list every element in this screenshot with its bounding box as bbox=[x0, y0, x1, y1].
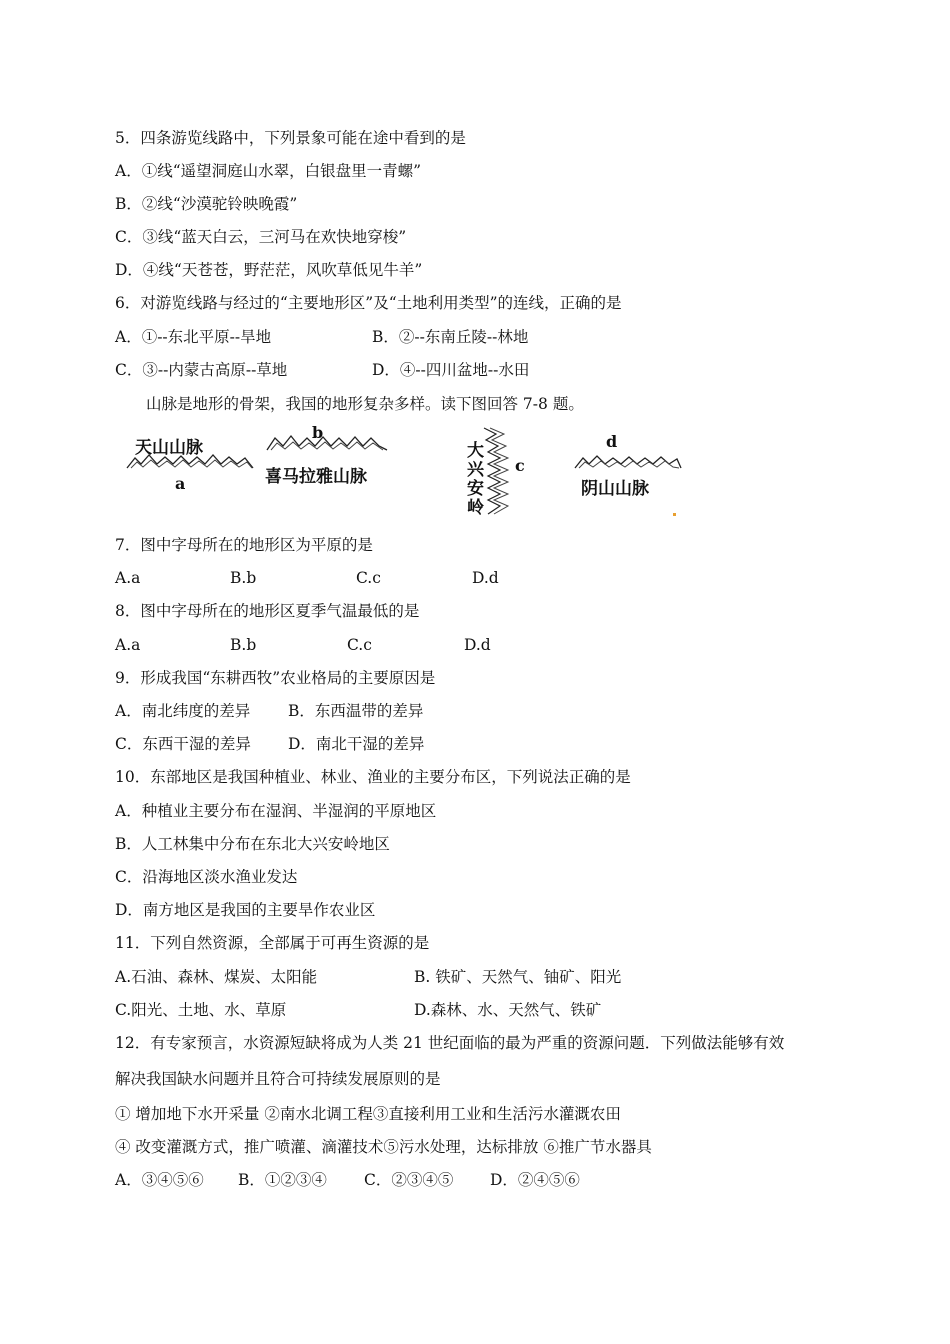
q5-option-c: C．③线“蓝天白云，三河马在欢快地穿梭” bbox=[115, 228, 407, 246]
q7-option-c: C.c bbox=[356, 569, 381, 587]
q8-option-b: B.b bbox=[230, 636, 257, 654]
q6-option-a: A．①--东北平原--旱地 bbox=[115, 328, 272, 346]
q9-option-b: B．东西温带的差异 bbox=[288, 702, 424, 720]
q11-option-d: D.森林、水、天然气、铁矿 bbox=[414, 1001, 602, 1019]
q10-option-c: C．沿海地区淡水渔业发达 bbox=[115, 868, 298, 886]
q11-option-c: C.阳光、土地、水、草原 bbox=[115, 1001, 287, 1019]
q10-option-a: A．种植业主要分布在湿润、半湿润的平原地区 bbox=[115, 802, 437, 820]
q6-option-c: C．③--内蒙古高原--草地 bbox=[115, 361, 288, 379]
himalaya-mountain-icon bbox=[265, 432, 390, 454]
himalaya-label: 喜马拉雅山脉 bbox=[265, 467, 367, 487]
yinshan-mountain-icon bbox=[573, 452, 683, 472]
himalaya-letter-b: b bbox=[312, 423, 324, 442]
yinshan-letter-d: d bbox=[606, 432, 618, 451]
q8-stem: 8．图中字母所在的地形区夏季气温最低的是 bbox=[115, 602, 420, 620]
q9-option-d: D．南北干湿的差异 bbox=[288, 735, 425, 753]
daxinganling-letter-c: c bbox=[515, 456, 525, 475]
q12-choices-line1: ① 增加地下水开采量 ②南水北调工程③直接利用工业和生活污水灌溉农田 bbox=[115, 1105, 621, 1123]
q9-option-c: C．东西干湿的差异 bbox=[115, 735, 251, 753]
q5-option-d: D．④线“天苍苍，野茫茫，风吹草低见牛羊” bbox=[115, 261, 423, 279]
tianshan-letter-a: a bbox=[175, 474, 186, 493]
stray-dot bbox=[673, 513, 676, 516]
tianshan-mountain-icon bbox=[125, 450, 255, 472]
q10-option-b: B．人工林集中分布在东北大兴安岭地区 bbox=[115, 835, 390, 853]
mountain-ranges-figure bbox=[125, 420, 725, 520]
q10-option-d: D．南方地区是我国的主要旱作农业区 bbox=[115, 901, 376, 919]
q5-option-a: A．①线“遥望洞庭山水翠，白银盘里一青螺” bbox=[115, 162, 422, 180]
q8-option-c: C.c bbox=[347, 636, 372, 654]
yinshan-label: 阴山山脉 bbox=[581, 479, 649, 499]
q12-option-a: A．③④⑤⑥ bbox=[115, 1171, 204, 1189]
q12-choices-line2: ④ 改变灌溉方式，推广喷灌、滴灌技术⑤污水处理，达标排放 ⑥推广节水器具 bbox=[115, 1138, 652, 1156]
q7-8-intro: 山脉是地形的骨架，我国的地形复杂多样。读下图回答 7-8 题。 bbox=[146, 395, 584, 413]
q12-option-c: C．②③④⑤ bbox=[364, 1171, 454, 1189]
q6-option-d: D．④--四川盆地--水田 bbox=[372, 361, 530, 379]
q9-stem: 9．形成我国“东耕西牧”农业格局的主要原因是 bbox=[115, 669, 436, 687]
q8-option-a: A.a bbox=[115, 636, 141, 654]
q10-stem: 10．东部地区是我国种植业、林业、渔业的主要分布区，下列说法正确的是 bbox=[115, 768, 631, 786]
q12-stem-line2: 解决我国缺水问题并且符合可持续发展原则的是 bbox=[115, 1070, 441, 1088]
q11-option-a: A.石油、森林、煤炭、太阳能 bbox=[115, 968, 318, 986]
tianshan-label: 天山山脉 bbox=[135, 438, 203, 458]
daxinganling-label: 大兴安岭 bbox=[467, 441, 484, 518]
q11-stem: 11．下列自然资源，全部属于可再生资源的是 bbox=[115, 934, 430, 952]
q12-option-d: D．②④⑤⑥ bbox=[490, 1171, 580, 1189]
q7-stem: 7．图中字母所在的地形区为平原的是 bbox=[115, 536, 373, 554]
q6-option-b: B．②--东南丘陵--林地 bbox=[372, 328, 529, 346]
q7-option-b: B.b bbox=[230, 569, 257, 587]
q12-option-b: B．①②③④ bbox=[238, 1171, 327, 1189]
q7-option-d: D.d bbox=[472, 569, 499, 587]
q11-option-b: B. 铁矿、天然气、铀矿、阳光 bbox=[414, 968, 622, 986]
q7-option-a: A.a bbox=[115, 569, 141, 587]
q12-stem-line1: 12．有专家预言，水资源短缺将成为人类 21 世纪面临的最为严重的资源问题．下列做法能够有效 bbox=[115, 1034, 785, 1052]
q8-option-d: D.d bbox=[464, 636, 491, 654]
q5-option-b: B．②线“沙漠驼铃映晚霞” bbox=[115, 195, 298, 213]
q6-stem: 6．对游览线路与经过的“主要地形区”及“土地利用类型”的连线，正确的是 bbox=[115, 294, 622, 312]
q9-option-a: A．南北纬度的差异 bbox=[115, 702, 251, 720]
q5-stem: 5．四条游览线路中，下列景象可能在途中看到的是 bbox=[115, 129, 466, 147]
